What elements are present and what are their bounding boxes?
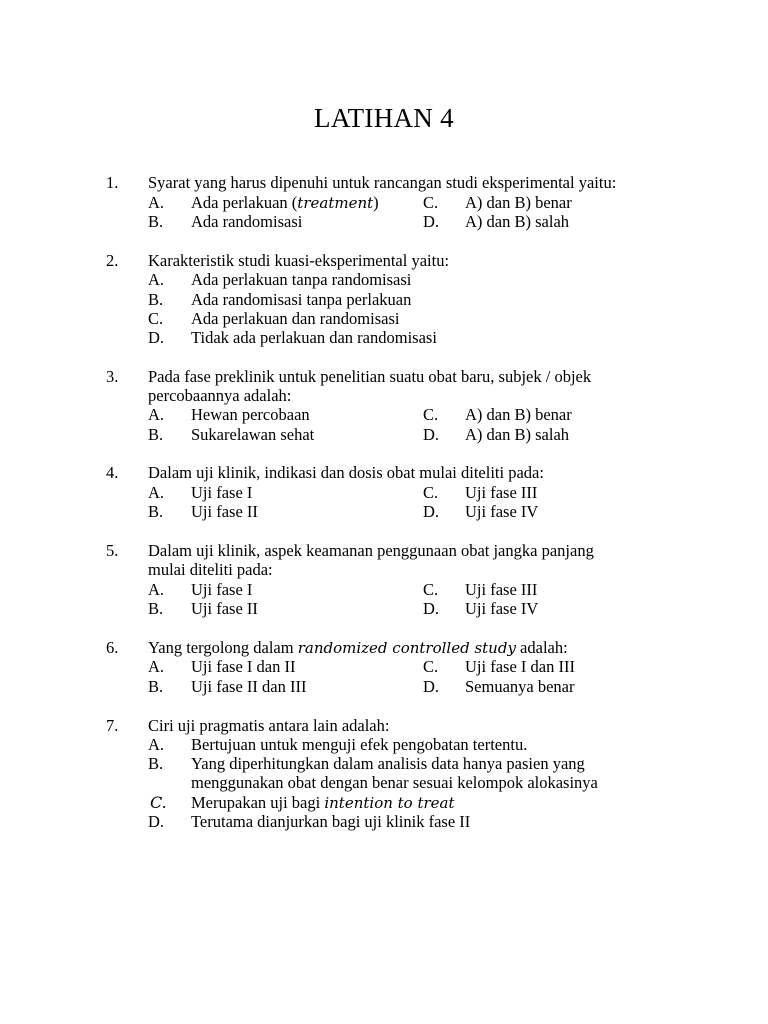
question-6-option-d: Semuanya benar <box>465 677 575 696</box>
question-3-option-a: Hewan percobaan <box>191 405 310 424</box>
question-3-number: 3. <box>106 367 119 386</box>
question-1-option-d-letter: D. <box>423 212 440 231</box>
question-5-option-d-letter: D. <box>423 599 440 618</box>
question-7-option-d: Terutama dianjurkan bagi uji klinik fase II <box>191 812 471 831</box>
question-7-option-c <box>191 793 455 813</box>
question-7-option-a-letter: A. <box>148 735 165 754</box>
question-5-option-a: Uji fase I <box>191 580 253 599</box>
question-6-option-c: Uji fase I dan III <box>465 657 575 676</box>
question-text: adalah: <box>515 638 568 657</box>
question-6-option-d-letter: D. <box>423 677 440 696</box>
question-6-option-a: Uji fase I dan II <box>191 657 296 676</box>
question-3-text-line-2: percobaannya adalah: <box>148 386 292 405</box>
question-3-option-d-letter: D. <box>423 425 440 444</box>
question-4-text: Dalam uji klinik, indikasi dan dosis obat mulai diteliti pada: <box>148 463 544 482</box>
question-6-option-b-letter: B. <box>148 677 164 696</box>
question-4-option-d-letter: D. <box>423 502 440 521</box>
question-3-option-d: A) dan B) salah <box>465 425 570 444</box>
question-2-option-b-letter: B. <box>148 290 164 309</box>
question-5-option-a-letter: A. <box>148 580 165 599</box>
question-3-option-b: Sukarelawan sehat <box>191 425 315 444</box>
question-7-number: 7. <box>106 716 119 735</box>
option-text: ) <box>373 193 379 212</box>
question-5-option-b: Uji fase II <box>191 599 258 618</box>
question-5-text-line-2: mulai diteliti pada: <box>148 560 273 579</box>
question-1-option-a <box>191 193 379 213</box>
question-2-option-d-letter: D. <box>148 328 165 347</box>
question-3-text-line-1: Pada fase preklinik untuk penelitian suatu obat baru, subjek / objek <box>148 367 592 386</box>
question-4-option-b: Uji fase II <box>191 502 258 521</box>
question-7-option-d-letter: D. <box>148 812 165 831</box>
question-3-option-b-letter: B. <box>148 425 164 444</box>
question-6-number: 6. <box>106 638 119 657</box>
question-5-option-b-letter: B. <box>148 599 164 618</box>
page-title: LATIHAN 4 <box>314 103 454 133</box>
question-2-option-c-letter: C. <box>148 309 164 328</box>
question-7-option-b-letter: B. <box>148 754 164 773</box>
question-1-option-c: A) dan B) benar <box>465 193 572 212</box>
question-7-text: Ciri uji pragmatis antara lain adalah: <box>148 716 390 735</box>
question-1-text: Syarat yang harus dipenuhi untuk rancangan studi eksperimental yaitu: <box>148 173 617 192</box>
question-6-option-c-letter: C. <box>423 657 439 676</box>
question-1-number: 1. <box>106 173 119 192</box>
question-2-option-d: Tidak ada perlakuan dan randomisasi <box>191 328 437 347</box>
question-1-option-b: Ada randomisasi <box>191 212 303 231</box>
question-5-option-d: Uji fase IV <box>465 599 539 618</box>
option-text: Merupakan uji bagi <box>191 793 325 812</box>
question-2-number: 2. <box>106 251 119 270</box>
option-text: Ada perlakuan ( <box>191 193 298 212</box>
question-4-option-c-letter: C. <box>423 483 439 502</box>
question-4-option-a-letter: A. <box>148 483 165 502</box>
question-4-number: 4. <box>106 463 119 482</box>
question-2-option-b: Ada randomisasi tanpa perlakuan <box>191 290 412 309</box>
question-7-option-a: Bertujuan untuk menguji efek pengobatan tertentu. <box>191 735 528 754</box>
question-5-option-c: Uji fase III <box>465 580 538 599</box>
question-2-option-c: Ada perlakuan dan randomisasi <box>191 309 400 328</box>
question-5-text-line-1: Dalam uji klinik, aspek keamanan penggunaan obat jangka panjang <box>148 541 594 560</box>
question-7-option-c-letter: C. <box>150 793 167 812</box>
option-text-italic: intention to treat <box>324 794 455 812</box>
question-3-option-a-letter: A. <box>148 405 165 424</box>
question-4-option-a: Uji fase I <box>191 483 253 502</box>
question-5-number: 5. <box>106 541 119 560</box>
question-5-option-c-letter: C. <box>423 580 439 599</box>
question-text: Yang tergolong dalam <box>148 638 298 657</box>
question-7-option-b-line-1: Yang diperhitungkan dalam analisis data hanya pasien yang <box>191 754 585 773</box>
question-3-option-c: A) dan B) benar <box>465 405 572 424</box>
question-text-italic: randomized controlled study <box>297 639 516 657</box>
question-1-option-a-letter: A. <box>148 193 165 212</box>
question-4-option-c: Uji fase III <box>465 483 538 502</box>
question-6-text <box>148 638 568 658</box>
question-6-option-a-letter: A. <box>148 657 165 676</box>
question-1-option-b-letter: B. <box>148 212 164 231</box>
option-text-italic: treatment <box>297 194 374 212</box>
question-2-option-a-letter: A. <box>148 270 165 289</box>
question-4-option-b-letter: B. <box>148 502 164 521</box>
question-6-option-b: Uji fase II dan III <box>191 677 307 696</box>
question-2-text: Karakteristik studi kuasi-eksperimental yaitu: <box>148 251 450 270</box>
question-4-option-d: Uji fase IV <box>465 502 539 521</box>
question-7-option-b-line-2: menggunakan obat dengan benar sesuai kelompok alokasinya <box>191 773 598 792</box>
question-1-option-c-letter: C. <box>423 193 439 212</box>
question-2-option-a: Ada perlakuan tanpa randomisasi <box>191 270 412 289</box>
question-1-option-d: A) dan B) salah <box>465 212 570 231</box>
question-3-option-c-letter: C. <box>423 405 439 424</box>
